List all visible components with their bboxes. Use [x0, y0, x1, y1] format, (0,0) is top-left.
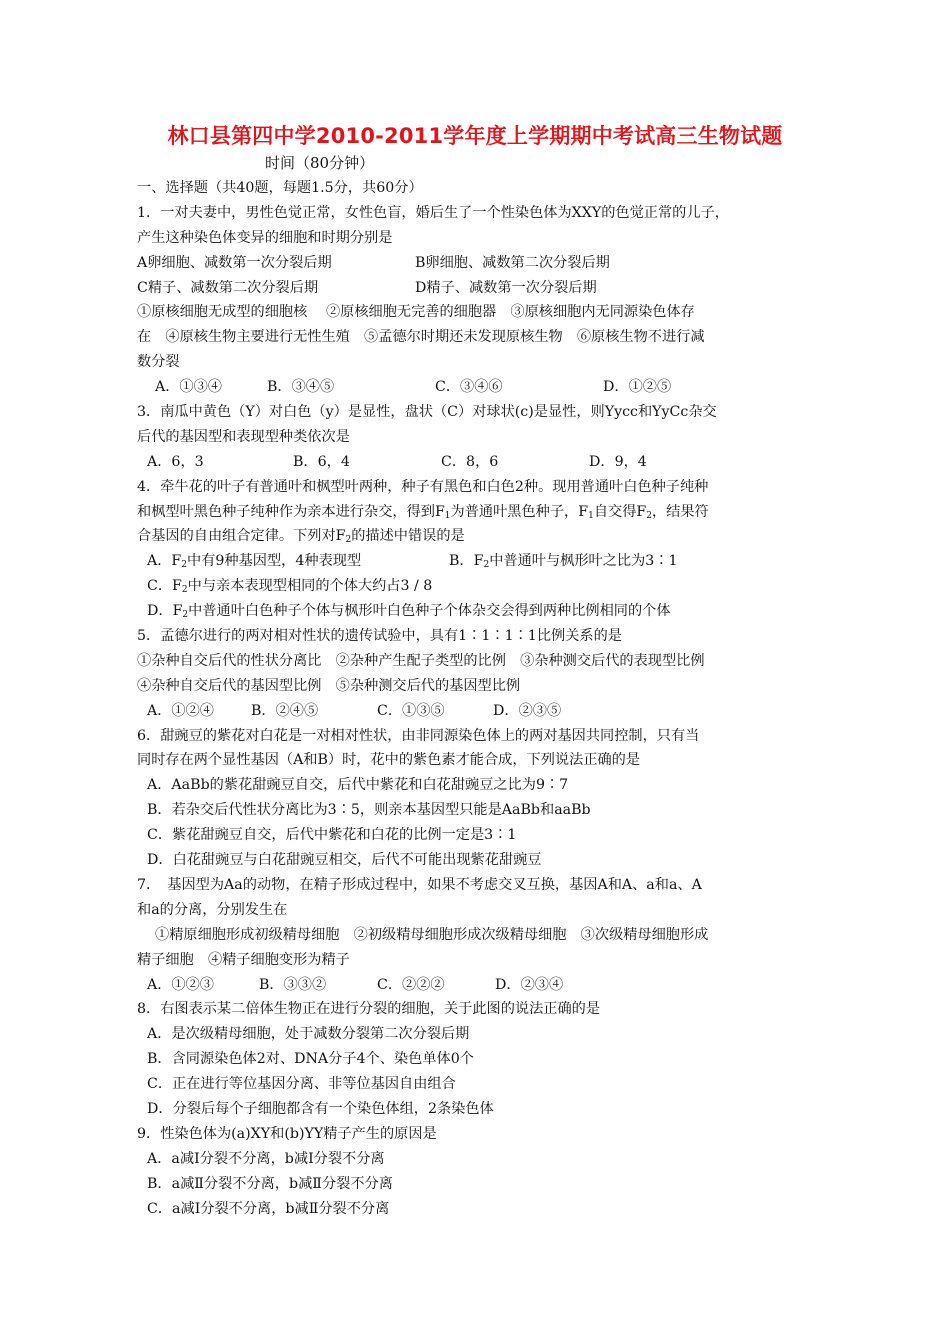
q8-option-c: C．正在进行等位基因分离、非等位基因自由组合 [147, 1076, 456, 1093]
exam-body [137, 176, 827, 1221]
q4-option-b-prefix: B．F [449, 553, 484, 570]
q1-option-a: A卵细胞、减数第一次分裂后期 [137, 254, 332, 271]
q5-option-a: A．①②④ [147, 702, 214, 719]
q6-option-c: C．紫花甜豌豆自交，后代中紫花和白花的比例一定是3∶1 [147, 827, 517, 844]
exam-title: 林口县第四中学2010-2011学年度上学期期中考试高三生物试题 [167, 124, 783, 148]
q3-option-d: D．9，4 [589, 453, 647, 470]
subscript-2: 2 [181, 585, 188, 596]
q5-option-d: D．②③⑤ [493, 702, 562, 719]
q4-stem-2d: ，结果符 [651, 503, 709, 520]
q4-stem-2b: 为普通叶黑色种子，F [450, 503, 589, 520]
q4-stem-3b: 的描述中错误的是 [351, 528, 465, 545]
q7-option-c: C．②②② [377, 976, 445, 993]
q3-option-b: B．6，4 [293, 453, 350, 470]
q8-option-a: A．是次级精母细胞，处于减数分裂第二次分裂后期 [147, 1026, 470, 1043]
q4-option-c [137, 574, 827, 599]
q4-stem-2a: 和枫型叶黑色种子纯种作为亲本进行杂交，得到F [137, 503, 445, 520]
q8-option-d: D．分裂后每个子细胞都含有一个染色体组，2条染色体 [147, 1100, 494, 1117]
q2-line-1: ①原核细胞无成型的细胞核 ②原核细胞无完善的细胞器 ③原核细胞内无同源染色体存 [137, 304, 695, 321]
q4-stem-2c: 自交得F [593, 503, 647, 520]
q2-option-b: B．③④⑤ [267, 379, 335, 396]
q6-stem-line-1: 6．甜豌豆的紫花对白花是一对相对性状，由非同源染色体上的两对基因共同控制，只有当 [137, 727, 700, 744]
q3-option-a: A．6，3 [147, 453, 204, 470]
q4-options-ab [137, 549, 827, 574]
q4-stem-line-3 [137, 524, 827, 549]
q5-stem: 5．孟德尔进行的两对相对性状的遗传试验中，具有1∶1∶1∶1比例关系的是 [137, 628, 622, 645]
q4-option-d-prefix: D．F [147, 603, 183, 620]
q8-stem: 8．右图表示某二倍体生物正在进行分裂的细胞，关于此图的说法正确的是 [137, 1001, 601, 1018]
q6-option-b: B．若杂交后代性状分离比为3∶5，则亲本基因型只能是AaBb和aaBb [147, 802, 591, 819]
q2-options [137, 375, 827, 400]
q4-option-c-prefix: C．F [147, 578, 182, 595]
q9-option-b: B．a减Ⅱ分裂不分离，b减Ⅱ分裂不分离 [147, 1175, 393, 1192]
q1-option-c: C精子、减数第二次分裂后期 [137, 279, 319, 296]
q2-line-3: 数分裂 [137, 354, 180, 371]
q6-option-d: D．白花甜豌豆与白花甜豌豆相交，后代不可能出现紫花甜豌豆 [147, 852, 542, 869]
subscript-2: 2 [483, 560, 490, 571]
q8-option-b: B．含同源染色体2对、DNA分子4个、染色单体0个 [147, 1051, 474, 1068]
q2-line-2: 在 ④原核生物主要进行无性生殖 ⑤孟德尔时期还未发现原核生物 ⑥原核生物不进行减 [137, 329, 705, 346]
q4-option-b [449, 553, 678, 569]
q1-options-ab [137, 251, 827, 276]
q4-stem-line-2 [137, 500, 827, 525]
section-heading: 一、选择题（共40题，每题1.5分，共60分） [137, 180, 423, 196]
q9-stem: 9．性染色体为(a)XY和(b)YY精子产生的原因是 [137, 1125, 437, 1142]
subscript-2: 2 [345, 535, 352, 546]
subscript-1: 1 [444, 510, 451, 521]
q7-line-1: ①精原细胞形成初级精母细胞 ②初级精母细胞形成次级精母细胞 ③次级精母细胞形成 [155, 926, 709, 943]
q7-stem-line-2: 和a的分离，分别发生在 [137, 901, 288, 918]
subscript-2: 2 [182, 610, 189, 621]
q1-option-b: B卵细胞、减数第二次分裂后期 [415, 254, 610, 271]
q3-stem-line-1: 3．南瓜中黄色（Y）对白色（y）是显性，盘状（C）对球状(c)是显性，则Yycc和YyCc杂交 [137, 404, 717, 421]
q4-option-d-text: 中普通叶白色种子个体与枫形叶白色种子个体杂交会得到两种比例相同的个体 [188, 603, 671, 620]
q1-stem-line-2: 产生这种染色体变异的细胞和时期分别是 [137, 229, 393, 246]
q4-option-a-text: 中有9种基因型，4种表现型 [187, 553, 362, 570]
q5-options [137, 699, 827, 724]
q5-line-1: ①杂种自交后代的性状分离比 ②杂种产生配子类型的比例 ③杂种测交后代的表现型比例 [137, 652, 705, 669]
q4-option-d [137, 599, 827, 624]
q3-options [137, 450, 827, 475]
q2-option-d: D．①②⑤ [603, 379, 672, 396]
q1-option-d: D精子、减数第一次分裂后期 [415, 279, 597, 296]
q7-option-b: B．③③② [259, 976, 327, 993]
q6-stem-line-2: 同时存在两个显性基因（A和B）时，花中的紫色素才能合成，下列说法正确的是 [137, 752, 641, 769]
q9-option-a: A．a减Ⅰ分裂不分离，b减Ⅰ分裂不分离 [147, 1150, 385, 1167]
q6-option-a: A．AaBb的紫花甜豌豆自交，后代中紫花和白花甜豌豆之比为9∶7 [147, 777, 569, 794]
q2-option-a: A．①③④ [155, 379, 222, 396]
q4-option-a-prefix: A．F [147, 553, 182, 570]
q3-option-c: C．8，6 [441, 453, 499, 470]
q7-option-d: D．②③④ [495, 976, 564, 993]
q9-option-c: C．a减Ⅰ分裂不分离，b减Ⅱ分裂不分离 [147, 1200, 390, 1217]
q1-options-cd [137, 276, 827, 301]
q4-option-c-text: 中与亲本表现型相同的个体大约占3 / 8 [187, 578, 433, 595]
q1-stem-line-1: 1．一对夫妻中，男性色觉正常，女性色盲，婚后生了一个性染色体为XXY的色觉正常的儿子， [137, 204, 729, 221]
exam-time: 时间（80分钟） [265, 154, 375, 172]
q4-stem-3a: 合基因的自由组合定律。下列对F [137, 528, 346, 545]
subscript-1: 1 [588, 510, 594, 521]
q7-stem-line-1: 7． 基因型为Aa的动物，在精子形成过程中，如果不考虑交叉互换，基因A和A、a和a、A [137, 876, 702, 893]
subscript-2: 2 [646, 510, 652, 521]
q7-option-a: A．①②③ [147, 976, 214, 993]
q5-line-2: ④杂种自交后代的基因型比例 ⑤杂种测交后代的基因型比例 [137, 677, 521, 694]
q7-line-2: 精子细胞 ④精子细胞变形为精子 [137, 951, 350, 968]
q2-option-c: C．③④⑥ [435, 379, 503, 396]
subscript-2: 2 [181, 560, 188, 571]
q7-options [137, 973, 827, 998]
q5-option-b: B．②④⑤ [251, 702, 319, 719]
q5-option-c: C．①③⑤ [377, 702, 445, 719]
q4-option-b-text: 中普通叶与枫形叶之比为3∶1 [489, 553, 678, 570]
q4-stem-line-1: 4．牵牛花的叶子有普通叶和枫型叶两种，种子有黑色和白色2种。现用普通叶白色种子纯种 [137, 478, 709, 495]
q4-option-a [147, 549, 449, 574]
q3-stem-line-2: 后代的基因型和表现型种类依次是 [137, 428, 350, 445]
